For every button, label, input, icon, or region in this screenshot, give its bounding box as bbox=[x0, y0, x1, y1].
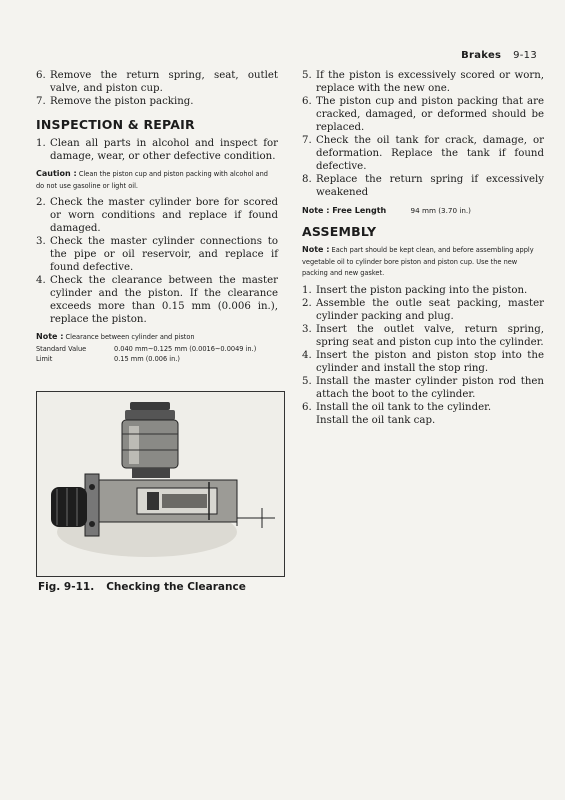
inspection-steps-list-continued bbox=[36, 196, 278, 326]
item-number: 7. bbox=[36, 96, 46, 107]
list-item bbox=[302, 69, 544, 95]
list-item bbox=[302, 297, 544, 323]
figure-number: Fig. 9-11. bbox=[38, 581, 95, 593]
item-number: 6. bbox=[302, 401, 312, 413]
inspection-steps-list bbox=[36, 137, 278, 163]
repair-steps-list bbox=[302, 69, 544, 199]
caution-label: Caution : bbox=[36, 169, 77, 178]
list-item bbox=[302, 401, 544, 414]
item-number: 1. bbox=[36, 138, 46, 149]
item-text: Clean all parts in alcohol and inspect for damage, wear, or other defective condition. bbox=[50, 138, 278, 162]
caution-text: Clean the piston cup and piston packing with alcohol and do not use gasoline or light oil. bbox=[36, 170, 268, 190]
figure-caption bbox=[38, 581, 246, 593]
spec-standard-label: Standard Value bbox=[36, 344, 87, 353]
item-number: 4. bbox=[36, 275, 46, 286]
assembly-heading: ASSEMBLY bbox=[302, 224, 377, 239]
master-cylinder-figure bbox=[36, 391, 285, 577]
assembly-note-text: Each part should be kept clean, and before assembling apply vegetable oil to cylinder bore piston and piston cup. Use the new packing and new gasket. bbox=[302, 246, 534, 277]
assembly-note-label: Note : bbox=[302, 245, 330, 254]
caution-note bbox=[36, 168, 278, 192]
item-number: 7. bbox=[302, 135, 312, 146]
list-item bbox=[302, 375, 544, 401]
item-number: 6. bbox=[302, 96, 312, 107]
item-text: Install the oil tank to the cylinder. bbox=[316, 401, 492, 413]
item-number: 2. bbox=[36, 197, 46, 208]
item-number: 4. bbox=[302, 349, 312, 361]
assembly-note bbox=[302, 244, 544, 280]
item-number: 2. bbox=[302, 297, 312, 309]
item-number: 8. bbox=[302, 174, 312, 185]
item-number: 3. bbox=[302, 323, 312, 335]
item-number: 5. bbox=[302, 375, 312, 387]
free-length-label: Note : Free Length bbox=[302, 206, 387, 215]
list-item bbox=[36, 137, 278, 163]
item-number: 3. bbox=[36, 236, 46, 247]
assembly-last-line: Install the oil tank cap. bbox=[316, 414, 436, 426]
item-text: Insert the piston packing into the piston. bbox=[316, 284, 528, 296]
list-item bbox=[36, 95, 278, 108]
figure-title: Checking the Clearance bbox=[106, 581, 246, 593]
item-number: 1. bbox=[302, 284, 312, 296]
item-number: 6. bbox=[36, 70, 46, 81]
item-text: Remove the piston packing. bbox=[50, 96, 194, 107]
item-text: Check the clearance between the master cylinder and the piston. If the clearance exceeds more than 0.15 mm (0.006 in.), replace the piston. bbox=[50, 275, 278, 325]
item-text: Check the master cylinder bore for scored or worn conditions and replace if found damaged. bbox=[50, 197, 278, 234]
free-length-note bbox=[302, 206, 544, 215]
list-item bbox=[302, 173, 544, 199]
master-cylinder-illustration bbox=[37, 392, 284, 576]
right-column bbox=[302, 69, 544, 427]
item-text: Check the oil tank for crack, damage, or deformation. Replace the tank if found defective. bbox=[316, 135, 544, 172]
item-text: Check the master cylinder connections to the pipe or oil reservoir, and replace if found defective. bbox=[50, 236, 278, 273]
item-text: Assemble the outle seat packing, master cylinder packing and plug. bbox=[316, 297, 544, 322]
list-item bbox=[36, 235, 278, 274]
item-text: Insert the outlet valve, return spring, spring seat and piston cup into the cylinder. bbox=[316, 323, 544, 348]
left-column bbox=[36, 69, 278, 365]
spec-limit-row bbox=[36, 354, 278, 365]
list-item bbox=[302, 134, 544, 173]
item-text: Insert the piston and piston stop into the cylinder and install the stop ring. bbox=[316, 349, 544, 374]
page-number: 9-13 bbox=[513, 50, 537, 61]
item-text: If the piston is excessively scored or worn, replace with the new one. bbox=[316, 70, 544, 94]
list-item bbox=[302, 284, 544, 297]
note-label: Note : bbox=[36, 332, 64, 341]
list-item bbox=[302, 95, 544, 134]
item-number: 5. bbox=[302, 70, 312, 81]
spec-limit-label: Limit bbox=[36, 355, 53, 363]
list-item bbox=[302, 323, 544, 349]
removal-steps-list bbox=[36, 69, 278, 108]
spec-standard-row bbox=[36, 344, 278, 355]
spec-limit-value: 0.15 mm (0.006 in.) bbox=[114, 355, 180, 363]
assembly-steps-list bbox=[302, 284, 544, 414]
note-text: Clearance between cylinder and piston bbox=[65, 333, 195, 341]
section-title: Brakes bbox=[461, 50, 502, 61]
list-item bbox=[36, 69, 278, 95]
free-length-value: 94 mm (3.70 in.) bbox=[410, 206, 471, 215]
clearance-note bbox=[36, 331, 278, 344]
list-item bbox=[36, 196, 278, 235]
list-item bbox=[302, 349, 544, 375]
spec-standard-value: 0.040 mm~0.125 mm (0.0016~0.0049 in.) bbox=[114, 344, 257, 353]
item-text: Remove the return spring, seat, outlet valve, and piston cup. bbox=[50, 70, 278, 94]
item-text: Replace the return spring if excessively weakened bbox=[316, 174, 544, 198]
list-item bbox=[36, 274, 278, 326]
page-header bbox=[461, 50, 537, 61]
item-text: The piston cup and piston packing that are cracked, damaged, or deformed should be replaced. bbox=[316, 96, 544, 133]
inspection-heading: INSPECTION & REPAIR bbox=[36, 117, 195, 132]
item-text: Install the master cylinder piston rod then attach the boot to the cylinder. bbox=[316, 375, 544, 400]
